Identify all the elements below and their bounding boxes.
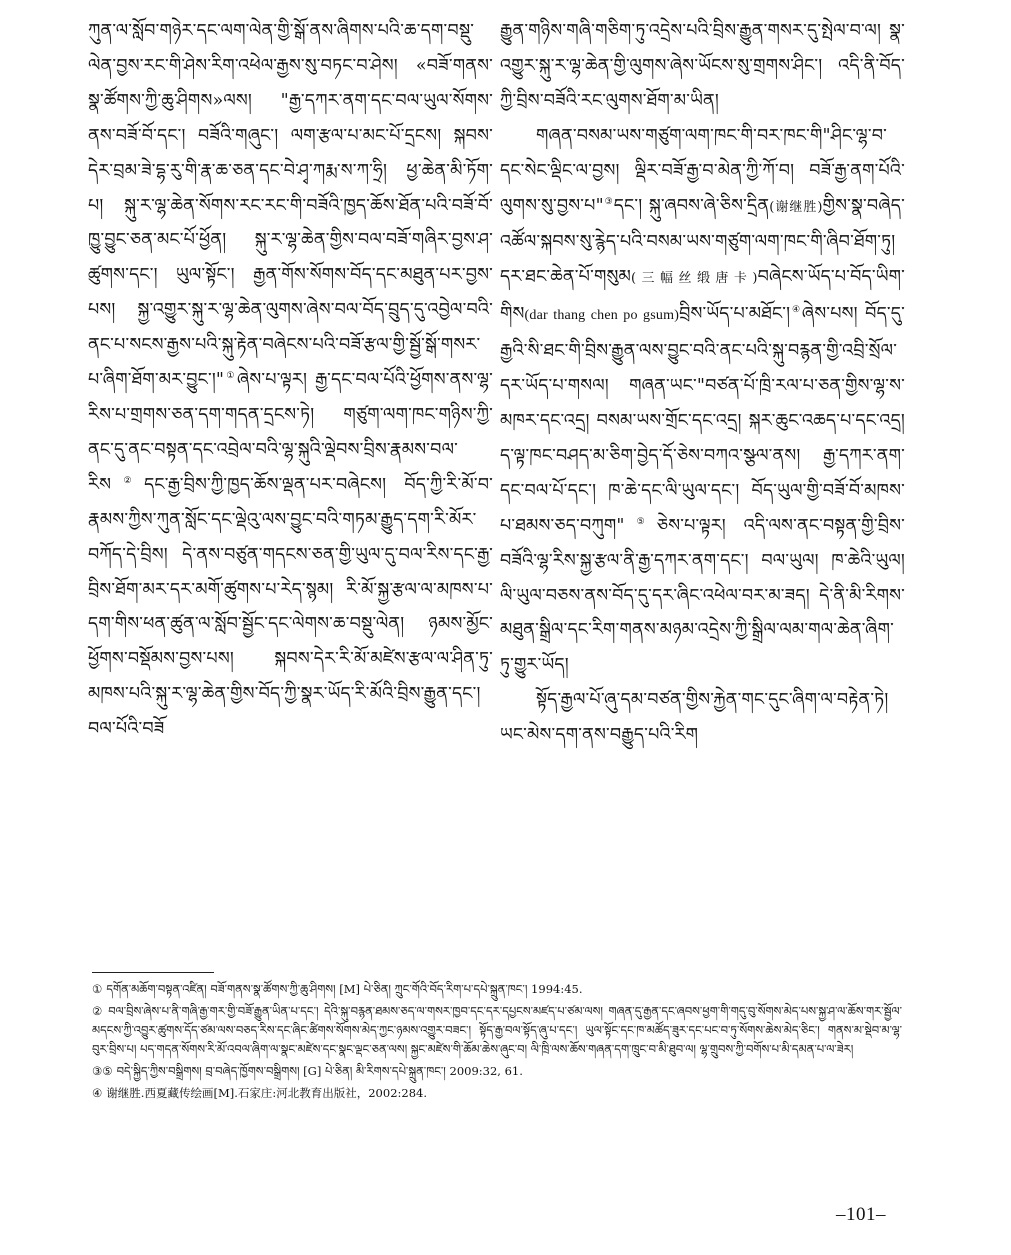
footnote-mark: ④ [92,1086,103,1100]
left-column [88,14,493,747]
footnote-mark: ① [92,982,103,996]
footnote-item [92,1084,902,1103]
body-text: ཞེས་པ་ལྟར། རྒྱ་དང་བལ་པོའི་ཕྱོགས་ནས་ལྷ་རིས་པ་གྲགས་ཅན་དག་གདན་དྲངས་ཏེ། གཙུག་ལག་ཁང་གཉིས་ཀྱི་ནང་དུ་ནང་བསྟན་དང་འབྲེལ་བའི་ལྷ་སྐུའི་ལྡེབས་བྲིས་རྣམས་བལ་རིས [88,370,493,495]
body-text: བཞེངས་ཡོད་པ་བོད་ཡིག་གིས [500,267,905,325]
body-paragraph [500,119,905,684]
body-paragraph [88,14,493,747]
footnote-item [92,1062,902,1081]
footnote-text: བལ་བྲིས་ཞེས་པ་ནི་གཞི་རྒྱ་གར་གྱི་བཟོ་རྒྱུན་ཡིན་པ་དང་། དེའི་སྐུ་བརྙན་ཐམས་ཅད་ལ་གསར་ཁྱབ་དང་དར་དཔྱངས་མཛད་པ་ཙམ་ལས། གཞན་དུ་རྒྱན་དང་ཞབས་ཕྱག་གི་གདུ་བུ་སོགས་མེད་པས་སྐྱ་ཤ་ལ་ཆོས་གར་སྦྱོལ་མདངས་ཀྱི་འབྱུར་ཚུགས་དོད་ཙམ་ལས་བཅད་རིས་དང་ཞིང་ཚིགས་སོགས་མེད་ཀྱང་ཉམས་འགྱུར་བཟང་། སྟོད་རྒྱ་བལ་སྟོད་ཞུ་པ་དང་། ཡུལ་སྟོང་དང་ཁ་མཚོད་ཟུར་དང་པང་བ་ཏུ་སོགས་ཆེས་མེད་ཅིང་། གནས་མ་སྡེབ་མ་ལྷ་བུར་བྲིས་པ། པད་གདན་སོགས་རི་མོ་འབལ་ཞིག་ལ་སྣང་མཛེས་དང་སྣང་ལྡང་ཅན་ལས། སྐྱང་མཛེས་གི་ཆོམ་ཆེས་ཞུང་བ། ལི་ཁྲི་ལས་ཆོས་གཞན་དག་ཁྲུང་བ་མི་ཐུབ་ལ། ལྷ་གྲུབས་ཀྱི་བགོས་པ་མི་དམན་པ་ལ་ཟེར། [92,1004,903,1056]
body-text: གཞན་བསམ་ཡས་གཙུག་ལག་ཁང་གི་བར་ཁང་གི"ཤིང་ལྷ་བ་དང་སེང་ལྡིང་ལ་བྱས། ལྡིར་བཟོ་རྒྱ་བ་མེན་ཀྱི་ཀོ་བ། བཟོ་རྒྱ་ནག་པོའི་ལུགས་སུ་བྱས་པ" [500,125,905,216]
body-text: བྲིས་ཡོད་པ་མཐོང་། [679,304,791,325]
footnote-ref[interactable]: ② [111,475,145,486]
footnote-item [92,980,902,999]
footnote-ref[interactable]: ③ [603,196,614,207]
body-text: ཀུན་ལ་སློབ་གཉེར་དང་ལག་ལེན་གྱི་སྒོ་ནས་ཞིགས་པའི་ཆ་དག་བསྡུ་ལེན་བྱས་རང་གི་ཤེས་རིག་འཕེལ་རྒྱས་སུ་བཏང་བ་ཤེས། «བཟོ་གནས་སྣ་ཚོགས་ཀྱི་ཆུ་ཤིགས»ལས། "རྒྱ་དཀར་ནག་དང་བལ་ཡུལ་སོགས་ནས་བཟོ་བོ་དང་། བཟོའི་གཞུང་། ལག་རྩལ་པ་མང་པོ་དྲངས། སྐབས་དེར་བྲམ་ཟེ་དྷ་རུ་གི་རྣ་ཆ་ཅན་དང་བེ་ཤྭ་ཀརྨ་ས་ཀ་ཧྲི། ཕྱ་ཆེན་མི་ཏོག་པ། སྐུ་ར་ལྷ་ཆེན་སོགས་རང་རང་གི་བཟོའི་ཁྱད་ཆོས་ཐོན་པའི་བཟོ་བོ་ཁྱུ་བྱུང་ཅན་མང་པོ་ཕྱོན། སྐུ་ར་ལྷ་ཆེན་གྱིས་བལ་བཟོ་གཞིར་བྱས་ཤ་ཚུགས་དང་། ཡུལ་སྟོང་། རྒྱན་གོས་སོགས་བོད་དང་མཐུན་པར་བྱས་པས། སྐྱ་འགྱུར་སྐུ་ར་ལྷ་ཆེན་ལུགས་ཞེས་བལ་བོད་བྲུད་དུ་འབྱེལ་བའི་ནང་པ་སངས་རྒྱས་པའི་སྐུ་རྟེན་བཞེངས་པའི་བཟོ་རྩལ་གྱི་སྦྱོ་སྒོ་གསར་པ་ཞིག་ཐོག་མར་བྱུང་།" [88,21,493,391]
body-paragraph: རྒྱུན་གཉིས་གཞི་གཅིག་ཏུ་འདྲེས་པའི་བྲིས་རྒྱུན་གསར་དུ་སྤེལ་བ་ལ། སྣ་འགྱུར་སྐུ་ར་ལྷ་ཆེན་གྱི་ལུགས་ཞེས་ཡོངས་སུ་གྲགས་ཤིང་། འདི་ནི་བོད་ཀྱི་བྲིས་བཟོའི་རང་ལུགས་ཐོག་མ་ཡིན། [500,21,905,111]
footnote-ref[interactable]: ④ [790,305,802,316]
body-text: གྱིས་སྣ་བཞེད་འཚོལ་སྐབས་སུ་རྙེད་པའི་བསམ་ཡས་གཙུག་ལག་ཁང་གི་ཞིབ་ཐོག་ཏུ། དར་ཐང་ཆེན་པོ་གསུམ [500,195,905,288]
footnote-mark: ③⑤ [92,1064,113,1078]
chinese-name: (谢继胜) [769,199,823,215]
footnote-item [92,1002,902,1059]
wylie-transliteration: (dar thang chen po gsum) [524,308,680,324]
footnote-ref[interactable]: ⑤ [624,516,657,527]
body-text: དང་རྒྱ་བྲིས་ཀྱི་ཁྱད་ཆོས་ལྡན་པར་བཞེངས། བོད་ཀྱི་རི་མོ་བ་རྣམས་ཀྱིས་ཀུན་སློང་དང་ལྡེའུ་ལས་བྱུང་བའི་གཏམ་རྒྱུད་དག་རི་མོར་བཀོད་དེ་བྲིས། དེ་ནས་བཙུན་གདངས་ཅན་གྱི་ཡུལ་དུ་བལ་རིས་དང་རྒྱ་བྲིས་ཐོག་མར་དར་མགོ་ཚུགས་པ་རེད་སྙམ། རི་མོ་སྐྱ་རྩལ་ལ་མཁས་པ་དག་གིས་ཕན་ཚུན་ལ་སློབ་སྦྱོང་དང་ལེགས་ཆ་བསྡུ་ལེན། ཉམས་མྱོང་ཕྱོགས་བསྡོམས་བྱས་པས། སྐབས་དེར་རི་མོ་མཛེས་རྩལ་ལ་ཤིན་ཏུ་མཁས་པའི་སྐུ་ར་ལྷ་ཆེན་གྱིས་བོད་ཀྱི་སྣར་ཡོད་རི་མོའི་བྲིས་རྒྱུན་དང་། བལ་པོའི་བཟོ [88,474,493,740]
footnote-divider [92,972,214,973]
footnote-text: བདེ་སྐྱིད་ཀྱིས་བསྒྲིགས། བྲ་བཞེད་ཁྱོགས་བསྒྲིགས། [G] པེ་ཅིན། མི་རིགས་དཔེ་སྐྲུན་ཁང་། 2009:32, 61. [116,1064,523,1078]
right-column [500,14,905,753]
page-number: –101– [836,1204,886,1225]
body-text: ཅེས་པ་ལྟར། འདི་ལས་ནང་བསྟན་གྱི་བྲིས་བཟོའི་ལྷ་རིས་སྐྱ་རྩལ་ནི་རྒྱ་དཀར་ནག་དང་། བལ་ཡུལ། ཁ་ཆེའི་ཡུལ། ལི་ཡུལ་བཅས་ནས་བོད་དུ་དར་ཞིང་འཕེལ་བར་མ་ཟད། དེ་ནི་མི་རིགས་མཐུན་སྒྲིལ་དང་རིག་གནས་མཉམ་འདྲེས་ཀྱི་སྒྲིལ་ལམ་གལ་ཆེན་ཞིག་ཏུ་གྱུར་ཡོད། [500,515,905,676]
footnote-text: དགོན་མཆོག་བསྟན་འཛིན། བཟོ་གནས་སྣ་ཚོགས་ཀྱི་ཆུ་ཤིགས། [M] པེ་ཅིན། ཀྲུང་གོའི་བོད་རིག་པ་དཔེ་སྐྲུན་ཁང་། 1994:45. [106,982,583,996]
footnote-mark: ② [92,1004,105,1018]
footnotes [92,980,902,1106]
body-paragraph: སྟོད་རྒྱལ་པོ་ཞུ་དམ་བཙན་གྱིས་རྐྱེན་གང་དུང་ཞིག་ལ་བརྟེན་ཏེ། ཡང་མེས་དག་ནས་བརྒྱུད་པའི་རིག [500,690,889,746]
body-text: དང་། སྐུ་ཞབས་ཞེ་ཅིས་དྲིན [613,195,770,216]
body-text: ཞེས་པས། བོད་དུ་རྒྱའི་སི་ཐང་གི་བྲིས་རྒྱུན་ལས་བྱུང་བའི་ནང་པའི་སྐུ་བརྙན་གྱི་འབྲི་སྲོལ་དར་ཡོད་པ་གསལ། གཞན་ཡང་"བཙན་པོ་ཁྲི་རལ་པ་ཅན་གྱིས་ལྷ་ས་མཁར་དང་འདྲ། བསམ་ཡས་གྲོང་དང་འདྲ། སྐར་ཆུང་འཆད་པ་དང་འདྲ། ད་ལྟ་ཁང་བཤད་མ་ཅིག་བྱེད་དོ་ཅེས་བཀའ་སྩལ་ནས། རྒྱ་དཀར་ནག་དང་བལ་པོ་དང་། ཁ་ཆེ་དང་ལི་ཡུལ་དང་། བོད་ཡུལ་གྱི་བཟོ་བོ་མཁས་པ་ཐམས་ཅད་བཀུག" [500,304,905,536]
footnote-ref[interactable]: ① [224,371,237,382]
footnote-text: 谢继胜.西夏藏传绘画[M].石家庄:河北教育出版社，2002:284. [106,1086,427,1100]
chinese-term: (三幅丝缎唐卡) [630,271,758,287]
